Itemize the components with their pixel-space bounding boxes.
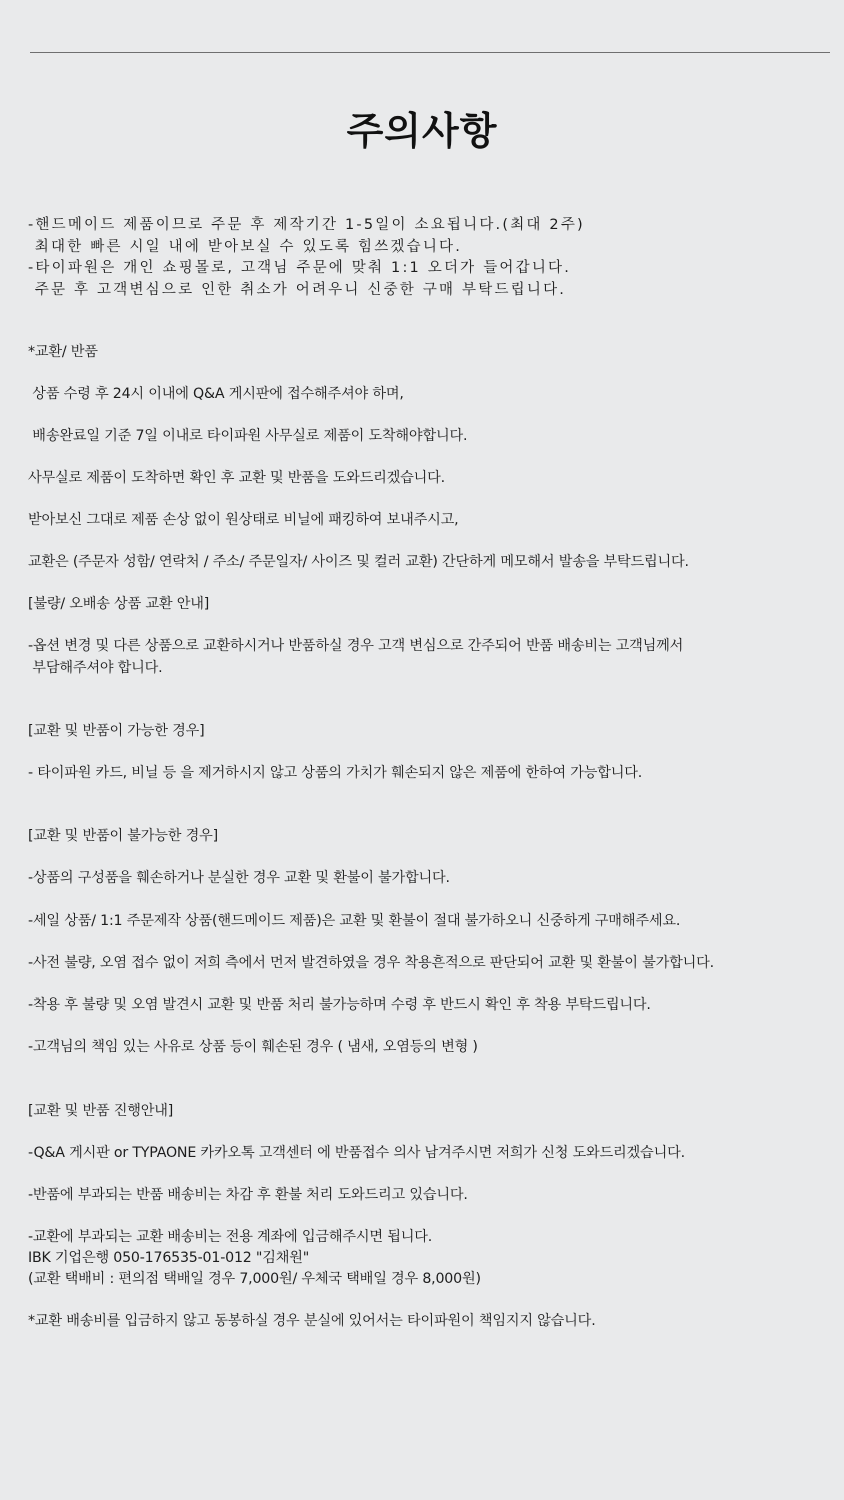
- notice-line: 최대한 빠른 시일 내에 받아보실 수 있도록 힘쓰겠습니다.: [28, 238, 463, 255]
- impossible-item: -고객님의 책임 있는 사유로 상품 등이 훼손된 경우 ( 냄새, 오염등의 변형 ): [28, 1039, 478, 1055]
- impossible-heading: [교환 및 반품이 불가능한 경우]: [28, 828, 218, 844]
- shipping-warning: *교환 배송비를 입금하지 않고 동봉하실 경우 분실에 있어서는 타이파원이 책임지지 않습니다.: [28, 1313, 596, 1329]
- exchange-text: 사무실로 제품이 도착하면 확인 후 교환 및 반품을 도와드리겠습니다.: [28, 470, 445, 486]
- impossible-item: -착용 후 불량 및 오염 발견시 교환 및 반품 처리 불가능하며 수령 후 반드시 확인 후 착용 부탁드립니다.: [28, 997, 651, 1013]
- impossible-item: -사전 불량, 오염 접수 없이 저희 측에서 먼저 발견하였을 경우 착용흔적으로 판단되어 교환 및 환불이 불가합니다.: [28, 955, 714, 971]
- defect-heading: [불량/ 오배송 상품 교환 안내]: [28, 596, 210, 612]
- top-divider: [30, 52, 830, 53]
- notice-line: -핸드메이드 제품이므로 주문 후 제작기간 1-5일이 소요됩니다.(최대 2주): [28, 217, 585, 233]
- production-notice: [28, 215, 828, 301]
- defect-text: -옵션 변경 및 다른 상품으로 교환하시거나 반품하실 경우 고객 변심으로 간주되어 반품 배송비는 고객님께서: [28, 638, 684, 654]
- bank-account: IBK 기업은행 050-176535-01-012 "김채원": [28, 1250, 310, 1266]
- process-heading: [교환 및 반품 진행안내]: [28, 1103, 174, 1119]
- impossible-item: -세일 상품/ 1:1 주문제작 상품(핸드메이드 제품)은 교환 및 환불이 절대 불가하오니 신중하게 구매해주세요.: [28, 913, 681, 929]
- impossible-item: -상품의 구성품을 훼손하거나 분실한 경우 교환 및 환불이 불가합니다.: [28, 870, 450, 886]
- possible-text: - 타이파원 카드, 비닐 등 을 제거하시지 않고 상품의 가치가 훼손되지 않은 제품에 한하여 가능합니다.: [28, 765, 643, 781]
- exchange-fee: (교환 택배비 : 편의점 택배일 경우 7,000원/ 우체국 택배일 경우 8,000원): [28, 1271, 481, 1287]
- defect-text: 부담해주셔야 합니다.: [28, 660, 163, 676]
- exchange-text: 상품 수령 후 24시 이내에 Q&A 게시판에 접수해주셔야 하며,: [28, 386, 404, 402]
- possible-heading: [교환 및 반품이 가능한 경우]: [28, 723, 205, 739]
- exchange-text: 배송완료일 기준 7일 이내로 타이파원 사무실로 제품이 도착해야합니다.: [28, 428, 468, 444]
- exchange-text: 받아보신 그대로 제품 손상 없이 원상태로 비닐에 패킹하여 보내주시고,: [28, 512, 459, 528]
- notice-line: -타이파원은 개인 쇼핑몰로, 고객님 주문에 맞춰 1:1 오더가 들어갑니다.: [28, 260, 572, 276]
- notice-line: 주문 후 고객변심으로 인한 취소가 어려우니 신중한 구매 부탁드립니다.: [28, 281, 567, 298]
- process-item: -Q&A 게시판 or TYPAONE 카카오톡 고객센터 에 반품접수 의사 남겨주시면 저희가 신청 도와드리겠습니다.: [28, 1145, 685, 1161]
- process-item: -교환에 부과되는 교환 배송비는 전용 계좌에 입금해주시면 됩니다.: [28, 1229, 433, 1245]
- page-title: 주의사항: [346, 109, 498, 153]
- exchange-heading: *교환/ 반품: [28, 344, 98, 360]
- process-item: -반품에 부과되는 반품 배송비는 차감 후 환불 처리 도와드리고 있습니다.: [28, 1187, 468, 1203]
- exchange-text: 교환은 (주문자 성함/ 연락처 / 주소/ 주문일자/ 사이즈 및 컬러 교환) 간단하게 메모해서 발송을 부탁드립니다.: [28, 554, 689, 570]
